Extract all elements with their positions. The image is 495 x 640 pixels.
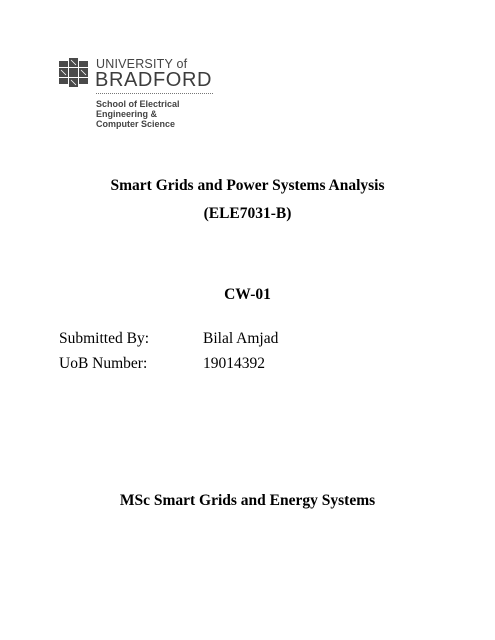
logo-divider [96, 93, 213, 94]
coursework-id: CW-01 [224, 286, 271, 303]
course-title: Smart Grids and Power Systems Analysis [110, 177, 385, 194]
university-logo [59, 56, 229, 136]
school-name-line: Engineering & [96, 109, 158, 119]
course-code: (ELE7031-B) [203, 205, 292, 222]
university-crest-icon [59, 58, 89, 88]
submitted-by-value: Bilal Amjad [203, 330, 279, 347]
school-name [96, 99, 180, 129]
school-name-line: Computer Science [96, 119, 176, 129]
uob-number-value: 19014392 [203, 355, 265, 372]
university-name-line2: BRADFORD [95, 69, 213, 91]
degree-title: MSc Smart Grids and Energy Systems [119, 492, 376, 509]
uob-number-label: UoB Number: [59, 355, 148, 372]
university-name-line1: UNIVERSITY of [96, 57, 188, 71]
submitted-by-label: Submitted By: [59, 330, 149, 347]
school-name-line: School of Electrical [96, 99, 180, 109]
